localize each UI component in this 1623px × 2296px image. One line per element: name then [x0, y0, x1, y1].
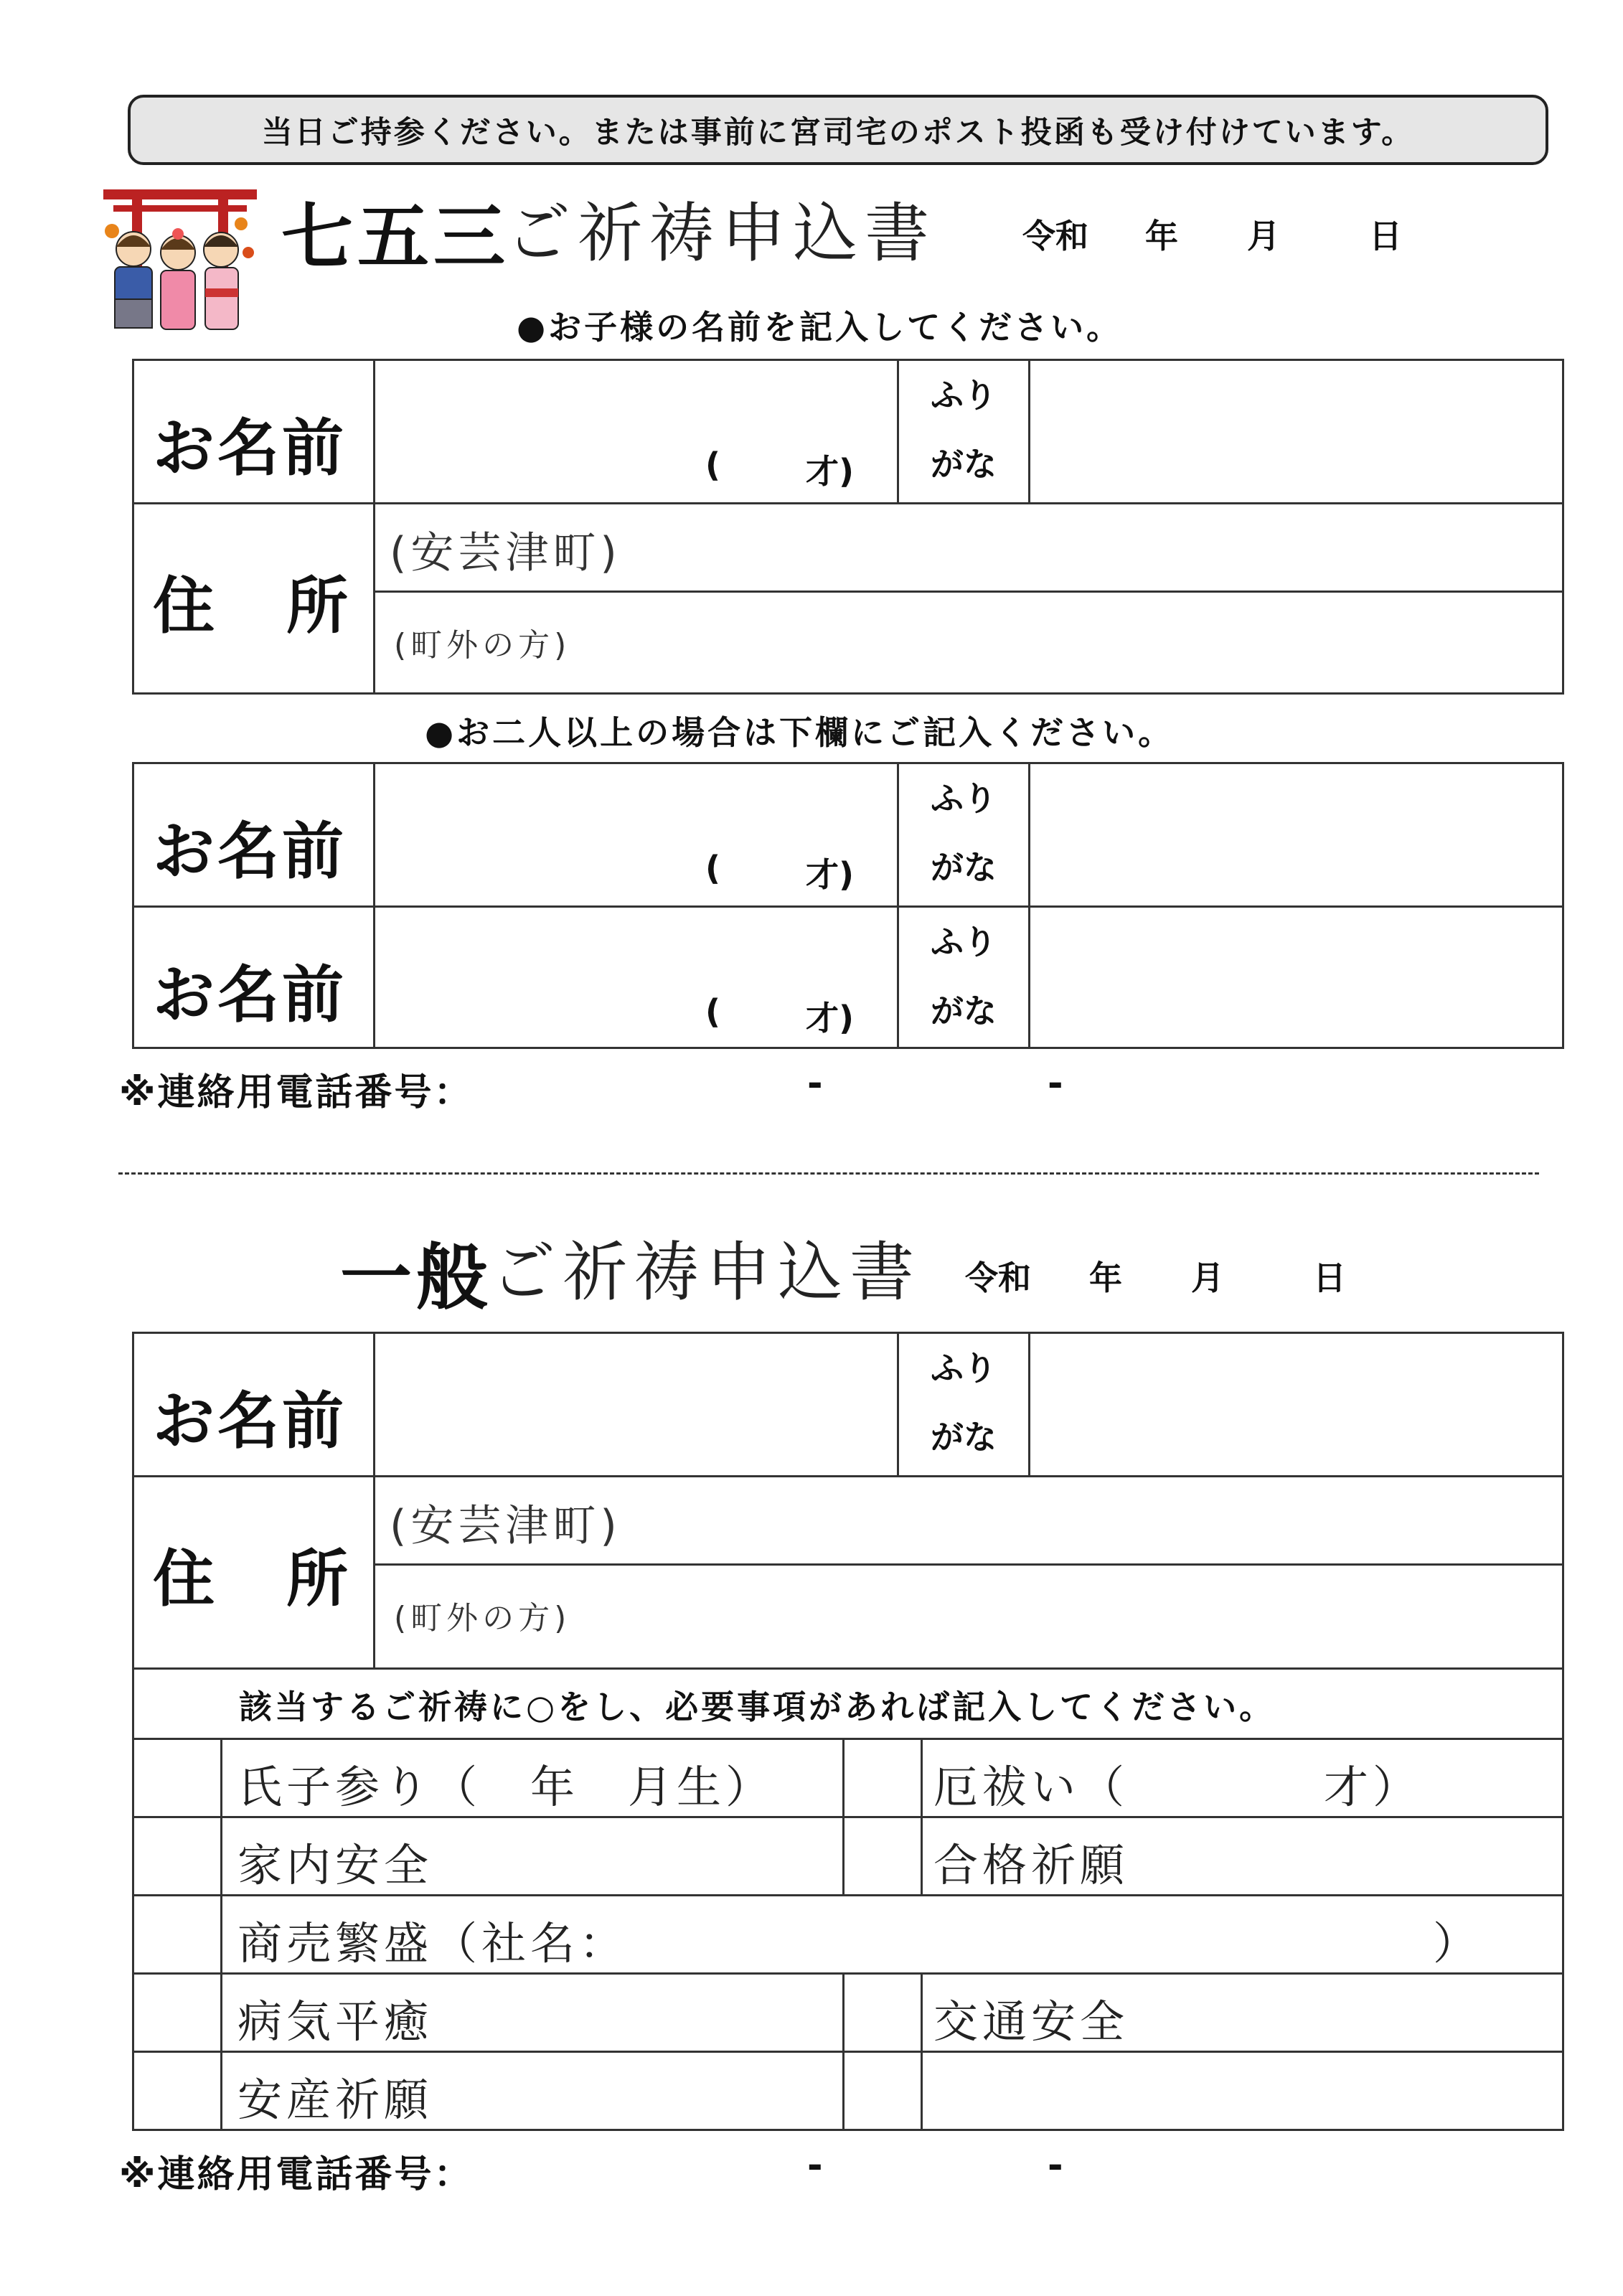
checkbox-koutsu[interactable]: [845, 1975, 921, 2051]
shichigosan-title-sub: ご祈祷申込書: [506, 196, 936, 271]
option-ujiko: 氏子参り（ 年 月生）: [237, 1761, 775, 1813]
child3-furigana-top: ふり: [931, 923, 997, 961]
option-byouki: 病気平癒: [237, 1995, 433, 2048]
shichigosan-date-day: 日: [1369, 217, 1402, 255]
checkbox-ujiko[interactable]: [136, 1740, 220, 1816]
additional-children-instruction: ●お二人以上の場合は下欄にご記入ください。: [425, 713, 1175, 752]
child3-age-open: (: [705, 992, 721, 1031]
general-date-day: 日: [1313, 1258, 1346, 1297]
child-address-label-2: 所: [286, 570, 351, 642]
child3-furigana-bottom: がな: [931, 992, 997, 1030]
notice-banner: [128, 95, 1548, 165]
general-address-label-1: 住: [153, 1543, 217, 1615]
general-furigana-input[interactable]: [1030, 1334, 1562, 1473]
option-kanai: 家内安全: [237, 1839, 433, 1891]
child-age-open: (: [705, 446, 721, 484]
general-title-main: 一般: [340, 1236, 492, 1319]
checkbox-goukaku[interactable]: [845, 1818, 921, 1894]
checkbox-yakubarai[interactable]: [845, 1740, 921, 1816]
general-table: [132, 1332, 1564, 2131]
child-address-outside[interactable]: (町外の方): [394, 627, 571, 664]
additional-children-table: [132, 762, 1564, 1049]
child-name-input[interactable]: [375, 361, 897, 500]
shichigosan-date-era: 令和: [1022, 217, 1088, 255]
general-date-year: 年: [1089, 1258, 1122, 1297]
option-goukaku: 合格祈願: [933, 1839, 1129, 1891]
checkbox-blank[interactable]: [845, 2053, 921, 2129]
child-furigana-top: ふり: [931, 376, 997, 415]
child2-furigana-top: ふり: [931, 779, 997, 818]
shichigosan-date-year: 年: [1145, 217, 1178, 255]
checkbox-shoubai[interactable]: [136, 1896, 220, 1972]
shichigosan-main-table: [132, 359, 1564, 695]
child2-age-close: 才): [806, 855, 855, 894]
child3-age-close: 才): [806, 999, 855, 1038]
child-address-town[interactable]: (安芸津町): [390, 528, 621, 578]
option-anzan: 安産祈願: [237, 2074, 433, 2126]
option-shoubai: 商売繁盛（社名：: [237, 1917, 629, 1970]
general-furigana-bottom: がな: [931, 1418, 997, 1457]
option-shoubai-close: ）: [1433, 1917, 1482, 1970]
child2-furigana-bottom: がな: [931, 848, 997, 887]
general-address-town[interactable]: (安芸津町): [390, 1501, 621, 1551]
general-address-outside[interactable]: (町外の方): [394, 1600, 571, 1637]
general-name-label: お名前: [153, 1385, 347, 1457]
checkbox-anzan[interactable]: [136, 2053, 220, 2129]
general-phone-sep-2: -: [1048, 2144, 1063, 2187]
child-name-label: お名前: [153, 413, 347, 484]
general-date-month: 月: [1191, 1258, 1224, 1297]
child3-furigana-input[interactable]: [1030, 908, 1562, 1047]
general-name-input[interactable]: [375, 1334, 897, 1473]
shichigosan-phone-sep-1: -: [807, 1062, 823, 1105]
shichigosan-title-main: 七五三: [281, 195, 509, 279]
child3-name-input[interactable]: [375, 908, 897, 1047]
child3-name-label: お名前: [153, 959, 347, 1031]
shichigosan-date-month: 月: [1247, 217, 1280, 255]
child2-furigana-input[interactable]: [1030, 764, 1562, 903]
child2-age-open: (: [705, 849, 721, 888]
option-yakubarai: 厄祓い（ 才）: [933, 1761, 1422, 1813]
child2-name-label: お名前: [153, 816, 347, 888]
child-furigana-input[interactable]: [1030, 361, 1562, 500]
prayer-instruction: 該当するご祈祷に○をし、必要事項があれば記入してください。: [239, 1688, 1276, 1726]
cut-line: [118, 1172, 1539, 1175]
notice-text: 当日ご持参ください。または事前に宮司宅のポスト投函も受け付けています。: [261, 114, 1415, 151]
torii-top-beam: [103, 189, 257, 199]
shichigosan-phone-sep-2: -: [1048, 1062, 1063, 1105]
shrine-children-illustration: [98, 181, 263, 346]
general-phone-label: ※連絡用電話番号：: [119, 2153, 474, 2196]
general-date-era: 令和: [965, 1258, 1031, 1297]
child-age-close: 才): [806, 452, 855, 491]
general-phone-input[interactable]: [402, 2144, 1263, 2194]
general-title-sub: ご祈祷申込書: [491, 1235, 921, 1310]
child-furigana-bottom: がな: [931, 445, 997, 484]
child-address-label-1: 住: [153, 570, 217, 642]
checkbox-kanai[interactable]: [136, 1818, 220, 1894]
option-koutsu: 交通安全: [933, 1995, 1129, 2048]
general-furigana-top: ふり: [931, 1349, 997, 1388]
general-address-label-2: 所: [286, 1543, 351, 1615]
shichigosan-phone-input[interactable]: [402, 1062, 1263, 1112]
general-phone-sep-1: -: [807, 2144, 823, 2187]
child2-name-input[interactable]: [375, 764, 897, 903]
child-name-instruction: ●お子様の名前を記入してください。: [517, 308, 1123, 347]
shichigosan-phone-label: ※連絡用電話番号：: [119, 1071, 474, 1114]
checkbox-byouki[interactable]: [136, 1975, 220, 2051]
